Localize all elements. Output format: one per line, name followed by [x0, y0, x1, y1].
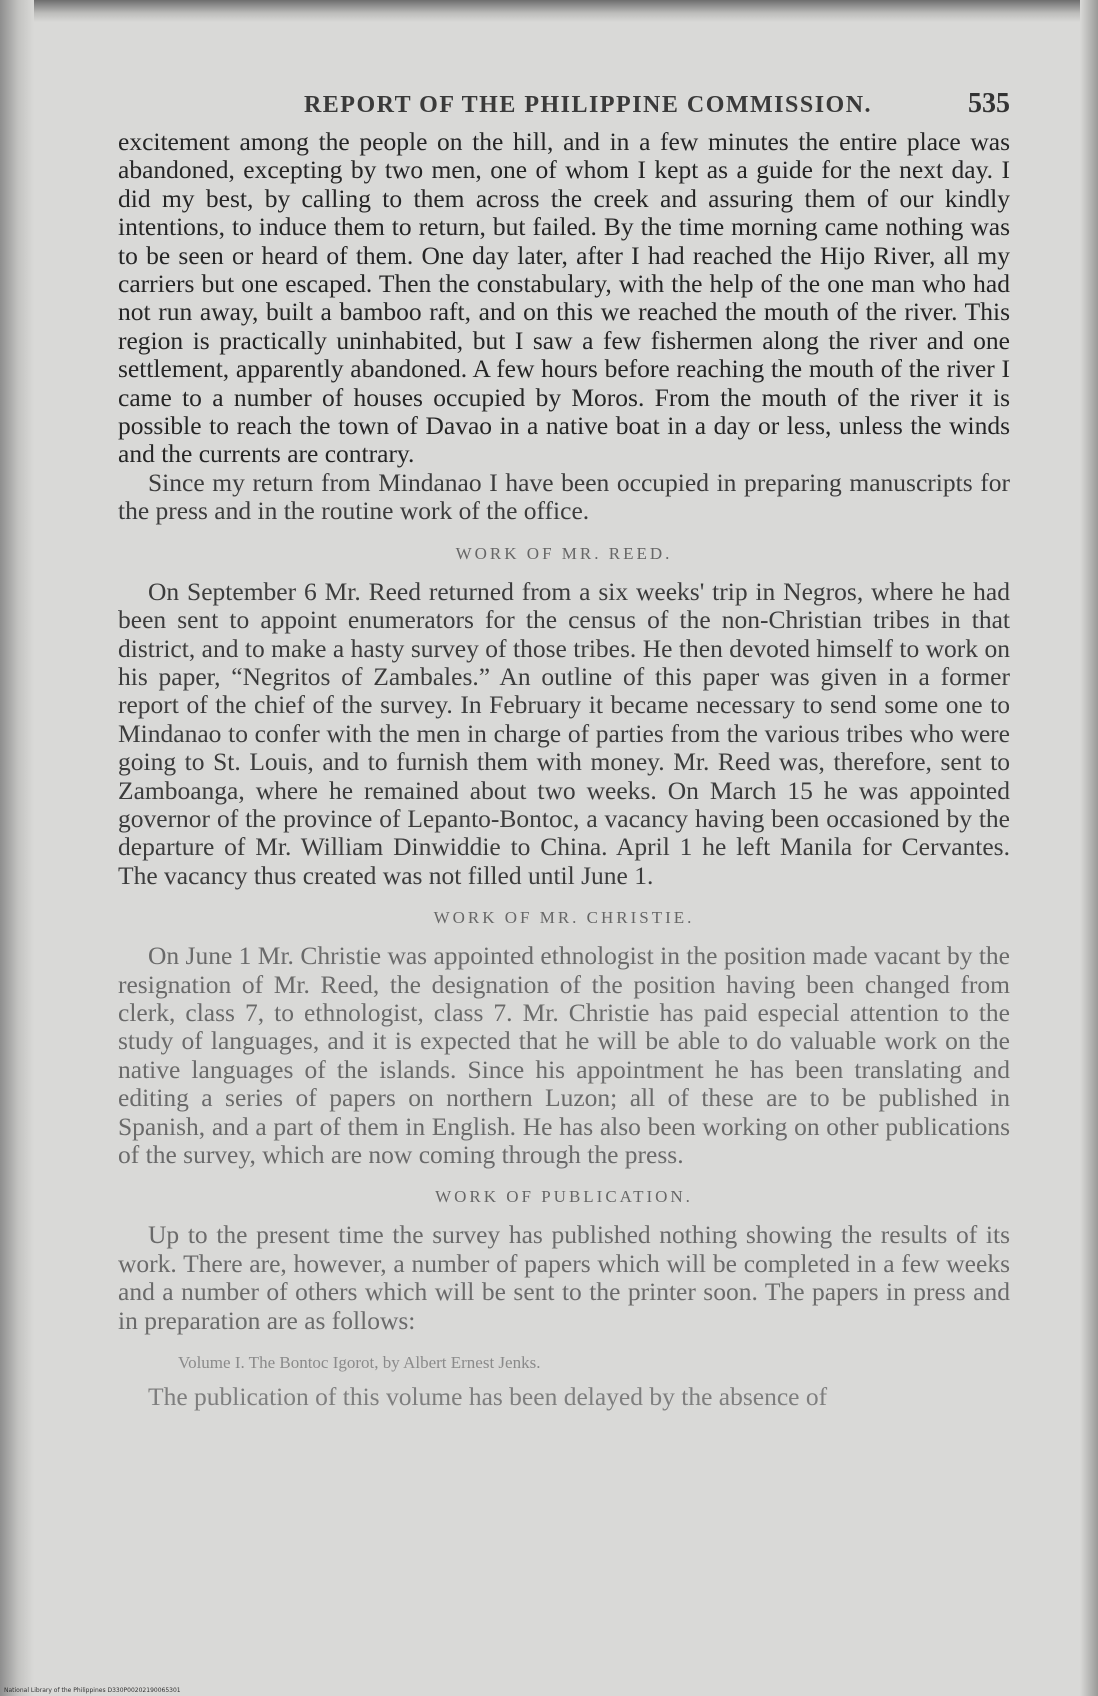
scan-shadow-right — [1080, 0, 1098, 1696]
scan-credit-footer: National Library of the Philippines D330P00202190065301 — [4, 1687, 181, 1694]
volume-entry: Volume I. The Bontoc Igorot, by Albert Ernest Jenks. — [178, 1353, 541, 1373]
paragraph-volume-delay: The publication of this volume has been delayed by the absence of — [148, 1382, 828, 1412]
section-heading-publication: WORK OF PUBLICATION. — [435, 1187, 693, 1207]
paragraph-reed: On September 6 Mr. Reed returned from a six weeks' trip in Negros, where he had been sent to appoint enumerators for the census of the non-Christian tribes in that district, and to make a hasty survey of those tribes. He then devoted himself to work on his paper, “Negritos of Zambales.” An outline of this paper was given in a former report of the chief of the survey. In February it became necessary to send some one to Mindanao to confer with the men in charge of parties from the various tribes who were going to St. Louis, and to furnish them with money. Mr. Reed was, therefore, sent to Zamboanga, where he remained about two weeks. On March 15 he was appointed governor of the province of Lepanto-Bontoc, a vacancy having been occasioned by the departure of Mr. William Dinwiddie to China. April 1 he left Manila for Cervantes. The vacancy thus created was not filled until June 1. — [118, 576, 1010, 890]
paragraph-publication: Up to the present time the survey has published nothing showing the results of its work. There are, however, a number of papers which will be completed in a few weeks and a number of others which will be sent to the printer soon. The papers in press and in preparation are as follows: — [118, 1220, 1010, 1335]
paragraph-manuscripts: Since my return from Mindanao I have been occupied in preparing manuscripts for the press and in the routine work of the office. — [118, 467, 1010, 526]
document-page — [118, 88, 1010, 1411]
page-number: 535 — [968, 88, 1010, 119]
section-heading-christie: WORK OF MR. CHRISTIE. — [433, 908, 695, 928]
scan-shadow-top — [0, 0, 1098, 22]
paragraph-continued-narrative: excitement among the people on the hill, and in a few minutes the entire place was abandoned, excepting by two men, one of whom I kept as a guide for the next day. I did my best, by calling to them across the creek and assuring them of our kindly intentions, to induce them to return, but failed. By the time morning came nothing was to be seen or heard of them. One day later, after I had reached the Hijo River, all my carriers but one escaped. Then the constabulary, with the help of the one man who had not run away, built a bamboo raft, and on this we reached the mouth of the river. This region is practically uninhabited, but I saw a few fishermen along the river and one settlement, apparently abandoned. A few hours before reaching the mouth of the river I came to a number of houses occupied by Moros. From the mouth of the river it is possible to reach the town of Davao in a native boat in a day or less, unless the winds and the currents are contrary. — [118, 127, 1010, 469]
paragraph-christie: On June 1 Mr. Christie was appointed ethnologist in the position made vacant by the resignation of Mr. Reed, the designation of the position having been changed from clerk, class 7, to ethnologist, class 7. Mr. Christie has paid especial attention to the study of languages, and it is expected that he will be able to do valuable work on the native languages of the islands. Since his appointment he has been translating and editing a series of papers on northern Luzon; all of these are to be published in Spanish, and a part of them in English. He has also been working on other publications of the survey, which are now coming through the press. — [118, 941, 1010, 1169]
section-heading-reed: WORK OF MR. REED. — [455, 543, 673, 563]
running-title: REPORT OF THE PHILIPPINE COMMISSION. — [303, 92, 873, 118]
running-header — [118, 88, 1010, 120]
scan-shadow-left — [0, 0, 34, 1696]
